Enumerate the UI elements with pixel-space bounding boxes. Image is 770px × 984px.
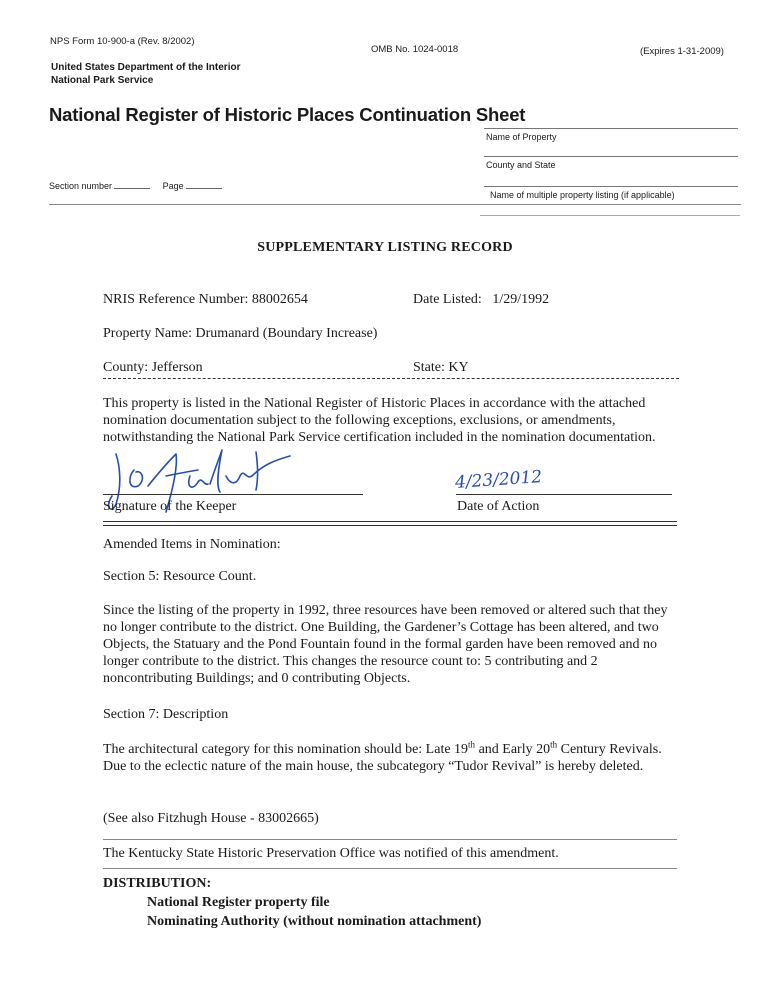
double-rule-bottom [103, 525, 677, 526]
section5-title: Section 5: Resource Count. [103, 569, 257, 584]
date-listed [413, 292, 549, 308]
department-name [51, 61, 240, 87]
notification-rule-top [103, 839, 677, 840]
expiration-date: (Expires 1-31-2009) [640, 46, 724, 57]
nris-label: NRIS Reference Number: [103, 292, 249, 307]
county-value: Jefferson [151, 360, 203, 375]
signature-line [103, 494, 363, 495]
department-line-1: United States Department of the Interior [51, 62, 241, 73]
section7-text [103, 741, 678, 775]
section-number-field [114, 181, 150, 189]
multiple-listing-label: Name of multiple property listing (if applicable) [490, 190, 675, 200]
section7-text-b: and Early 20 [475, 742, 551, 757]
date-listed-label: Date Listed: [413, 292, 482, 307]
amended-items-heading: Amended Items in Nomination: [103, 537, 281, 552]
page-title: National Register of Historic Places Continuation Sheet [49, 104, 526, 125]
property-name-label: Name of Property [486, 132, 557, 142]
multiple-listing-line [484, 186, 738, 187]
header-divider-2 [480, 215, 740, 216]
section5-text: Since the listing of the property in 1992, three resources have been removed or altered such that they no longer contribute to the district. One Building, the Gardener’s Cottage has been altered, and two Objects, the Statuary and the Pond Fountain found in the formal garden have been removed and no longer contribute to the district. This changes the resource count to: 5 contributing and 2 noncontributing Buildings; and 0 contributing Objects. [103, 603, 668, 686]
nris-value: 88002654 [251, 292, 308, 307]
distribution-item-2: Nominating Authority (without nomination attachment) [147, 914, 482, 929]
header-divider [49, 204, 741, 205]
distribution-heading: DISTRIBUTION: [103, 876, 212, 891]
date-of-action-label: Date of Action [457, 499, 540, 514]
state-value: KY [448, 360, 469, 375]
section7-text-c: Century Revivals. Due to the eclectic nature of the main house, the subcategory “Tudor Revival” is hereby deleted. [103, 742, 662, 774]
section-number-label: Section number [49, 181, 113, 191]
see-also-note: (See also Fitzhugh House - 83002665) [103, 811, 319, 826]
section-page-row [49, 181, 232, 191]
handwritten-date: 4/23/2012 [454, 466, 543, 494]
property-label: Property Name: [103, 326, 193, 341]
distribution-item-1: National Register property file [147, 895, 330, 910]
shpo-notification: The Kentucky State Historic Preservation Office was notified of this amendment. [103, 846, 559, 861]
signature-label: Signature of the Keeper [103, 499, 237, 514]
property-name-line [484, 128, 738, 129]
property-name [103, 326, 377, 342]
date-line [456, 494, 672, 495]
section7-sup-1: th [468, 739, 476, 750]
department-line-2: National Park Service [51, 75, 154, 86]
state-label: State: [413, 360, 445, 375]
state [413, 360, 469, 376]
record-heading: SUPPLEMENTARY LISTING RECORD [257, 240, 513, 255]
property-value: Drumanard (Boundary Increase) [195, 326, 378, 341]
section7-sup-2: th [550, 739, 558, 750]
nris-reference [103, 292, 308, 308]
form-number: NPS Form 10-900-a (Rev. 8/2002) [50, 36, 195, 47]
county-label: County: [103, 360, 149, 375]
omb-number: OMB No. 1024-0018 [371, 44, 459, 55]
double-rule-top [103, 521, 677, 522]
page-label: Page [162, 181, 184, 191]
county [103, 360, 203, 376]
section7-text-a: The architectural category for this nomination should be: Late 19 [103, 742, 469, 757]
page-field [186, 181, 222, 189]
notification-rule-bottom [103, 868, 677, 869]
dashed-divider [103, 378, 679, 379]
county-state-label: County and State [486, 160, 556, 170]
section7-title: Section 7: Description [103, 707, 229, 722]
listing-statement: This property is listed in the National Register of Historic Places in accordance with the attached nomination documentation subject to the following exceptions, exclusions, or amendments, notwithstanding the National Park Service certification included in the nomination documentation. [103, 396, 656, 445]
county-state-line [484, 156, 738, 157]
date-listed-value: 1/29/1992 [492, 292, 550, 307]
